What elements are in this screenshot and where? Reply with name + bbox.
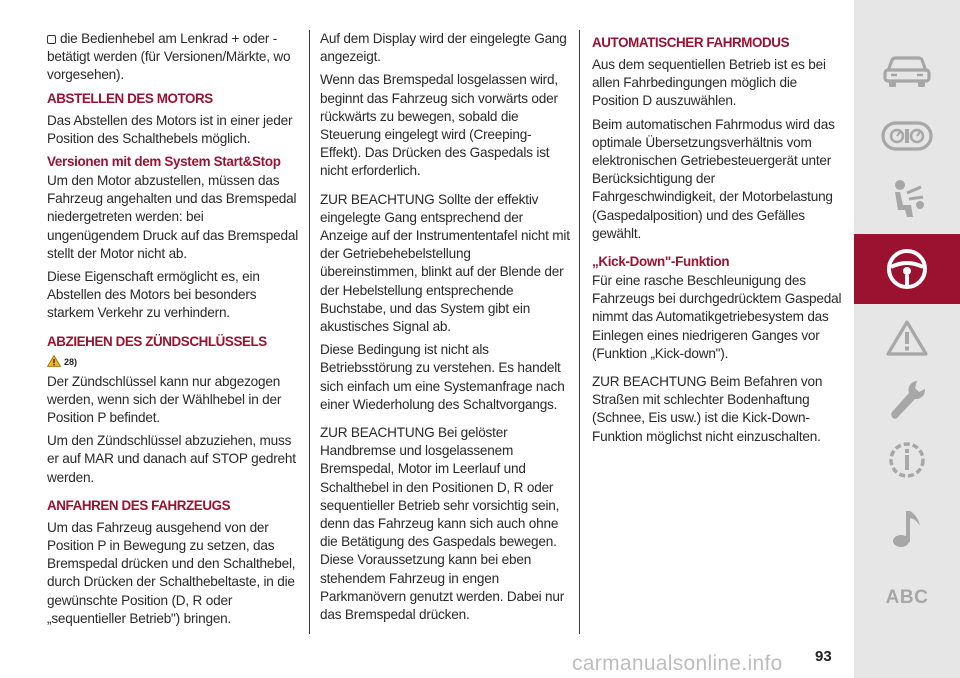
abc-index-label: ABC: [885, 587, 929, 608]
column-right: [592, 30, 842, 451]
sidebar-item-safety[interactable]: [854, 165, 960, 235]
paragraph-display: Auf dem Display wird der eingelegte Gang angezeigt.: [320, 31, 567, 65]
column-left: [47, 30, 299, 633]
column-middle: [320, 30, 570, 629]
steering-wheel-icon: [885, 247, 929, 291]
sidebar-item-starting-driving[interactable]: [854, 234, 960, 304]
paragraph-anfahren: Um das Fahrzeug ausgehend von der Position P in Bewegung zu setzen, das Bremspedal drücken und den Schalthebel, durch Drücken der Schalthebeltaste, in die gewünschte Position (D, R oder „sequentieller Betrieb") bringen.: [47, 519, 296, 626]
sidebar-item-vehicle[interactable]: [854, 37, 960, 107]
info-gear-icon: [885, 438, 929, 482]
sidebar-item-warnings[interactable]: [854, 303, 960, 373]
chapter-sidebar: [854, 0, 960, 678]
column-divider: [309, 30, 310, 634]
dashboard-gauges-icon: [881, 121, 933, 151]
paragraph-condition: Diese Bedingung ist nicht als Betriebsstörung zu verstehen. Es handelt sich einfach um eine Systemanfrage nach einer Wiederholung des Schaltvorgangs.: [320, 342, 565, 412]
intro-paragraph: die Bedienhebel am Lenkrad + oder - betätigt werden (für Versionen/Märkte, wo vorgesehen).: [47, 31, 291, 83]
page-number: 93: [815, 648, 832, 665]
sidebar-item-index[interactable]: [854, 563, 960, 633]
column-divider: [579, 30, 580, 634]
watermark: carmanualsonline.info: [572, 652, 783, 675]
sidebar-item-technical-data[interactable]: [854, 425, 960, 495]
warning-reference-number: 28): [64, 356, 78, 367]
paragraph-creeping: Wenn das Bremspedal losgelassen wird, beginnt das Fahrzeug sich vorwärts oder rückwärts zu bewegen, sobald die Steuerung eingelegt wird (Creeping-Effekt). Das Drücken des Gaspedals ist nicht erforderlich.: [320, 72, 558, 179]
paragraph-automatic-2: Beim automatischen Fahrmodus wird das optimale Übersetzungsverhältnis vom elektronischen Getriebesteuergerät unter Berücksichtigung der Fahrgeschwindigkeit, der Motorbelastung (Gaspedalposition) und des Gefälles gewählt.: [592, 116, 835, 241]
paragraph-startstop-2: Diese Eigenschaft ermöglicht es, ein Abstellen des Motors bei besonders starkem Verkehr zu verhindern.: [47, 269, 260, 321]
warning-triangle-icon: [47, 355, 61, 367]
heading-automatic: AUTOMATISCHER FAHRMODUS: [592, 35, 790, 50]
music-note-icon: [890, 508, 924, 550]
paragraph-startstop-1: Um den Motor abzustellen, müssen das Fahrzeug angehalten und das Bremspedal niedergetreten werden: bei ungenügendem Druck auf das Bremspedal stellt der Motor nicht ab.: [47, 173, 299, 261]
paragraph-note-road: ZUR BEACHTUNG Beim Befahren von Straßen mit schlechter Bodenhaftung (Schnee, Eis usw.) ist die Kick-Down-Funktion möglichst nicht einzuschalten.: [592, 374, 823, 444]
sidebar-item-multimedia[interactable]: [854, 494, 960, 564]
heading-abstellen: ABSTELLEN DES MOTORS: [47, 90, 213, 106]
paragraph-abstellen: Das Abstellen des Motors ist in einer jeder Position des Schalthebels möglich.: [47, 112, 293, 146]
warning-triangle-icon: [885, 319, 929, 357]
warning-reference: [47, 355, 299, 367]
paragraph-abziehen-2: Um den Zündschlüssel abzuziehen, muss er auf MAR und danach auf STOP gedreht werden.: [47, 433, 296, 485]
paragraph-note-gear: ZUR BEACHTUNG Sollte der effektiv eingelegte Gang entsprechend der Anzeige auf der Instrumententafel nicht mit der Getriebehebelstellung übereinstimmen, blinkt auf der Blende der der Hebelstellung entsprechende Buchstabe, und das System gibt ein akustisches Signal ab.: [320, 191, 570, 335]
heading-abziehen: ABZIEHEN DES ZÜNDSCHLÜSSELS: [47, 333, 267, 349]
seat-airbag-icon: [887, 179, 927, 221]
heading-kickdown: „Kick-Down"-Funktion: [592, 254, 730, 270]
paragraph-note-handbrake: ZUR BEACHTUNG Bei gelöster Handbremse und losgelassenem Bremspedal, Motor im Leerlauf und Schalthebel in den Positionen D, R oder sequentieller Betrieb sehr vorsichtig sein, denn das Fahrzeug kann sich auch ohne die Betätigung des Gaspedals bewegen. Diese Voraussetzung kann bei eben stehendem Fahrzeug in engen Parkmanövern genutzt werden. Dabei nur das Bremspedal drücken.: [320, 425, 565, 623]
wrench-icon: [887, 378, 927, 422]
paragraph-automatic-1: Aus dem sequentiellen Betrieb ist es bei allen Fahrbedingungen möglich die Position D auszuwählen.: [592, 57, 826, 109]
sidebar-item-instruments[interactable]: [854, 101, 960, 171]
paragraph-kickdown: Für eine rasche Beschleunigung des Fahrzeugs bei durchgedrücktem Gaspedal nimmt das Automatikgetriebesystem das Einlegen eines niedrigeren Ganges vor (Funktion „Kick-down").: [592, 273, 842, 361]
heading-anfahren: ANFAHREN DES FAHRZEUGS: [47, 497, 231, 513]
paragraph-abziehen-1: Der Zündschlüssel kann nur abgezogen werden, wenn sich der Wählhebel in der Position P befindet.: [47, 373, 282, 426]
car-icon: [882, 55, 932, 89]
checkbox-bullet-icon: [47, 35, 56, 44]
heading-startstop: Versionen mit dem System Start&Stop: [47, 154, 281, 170]
